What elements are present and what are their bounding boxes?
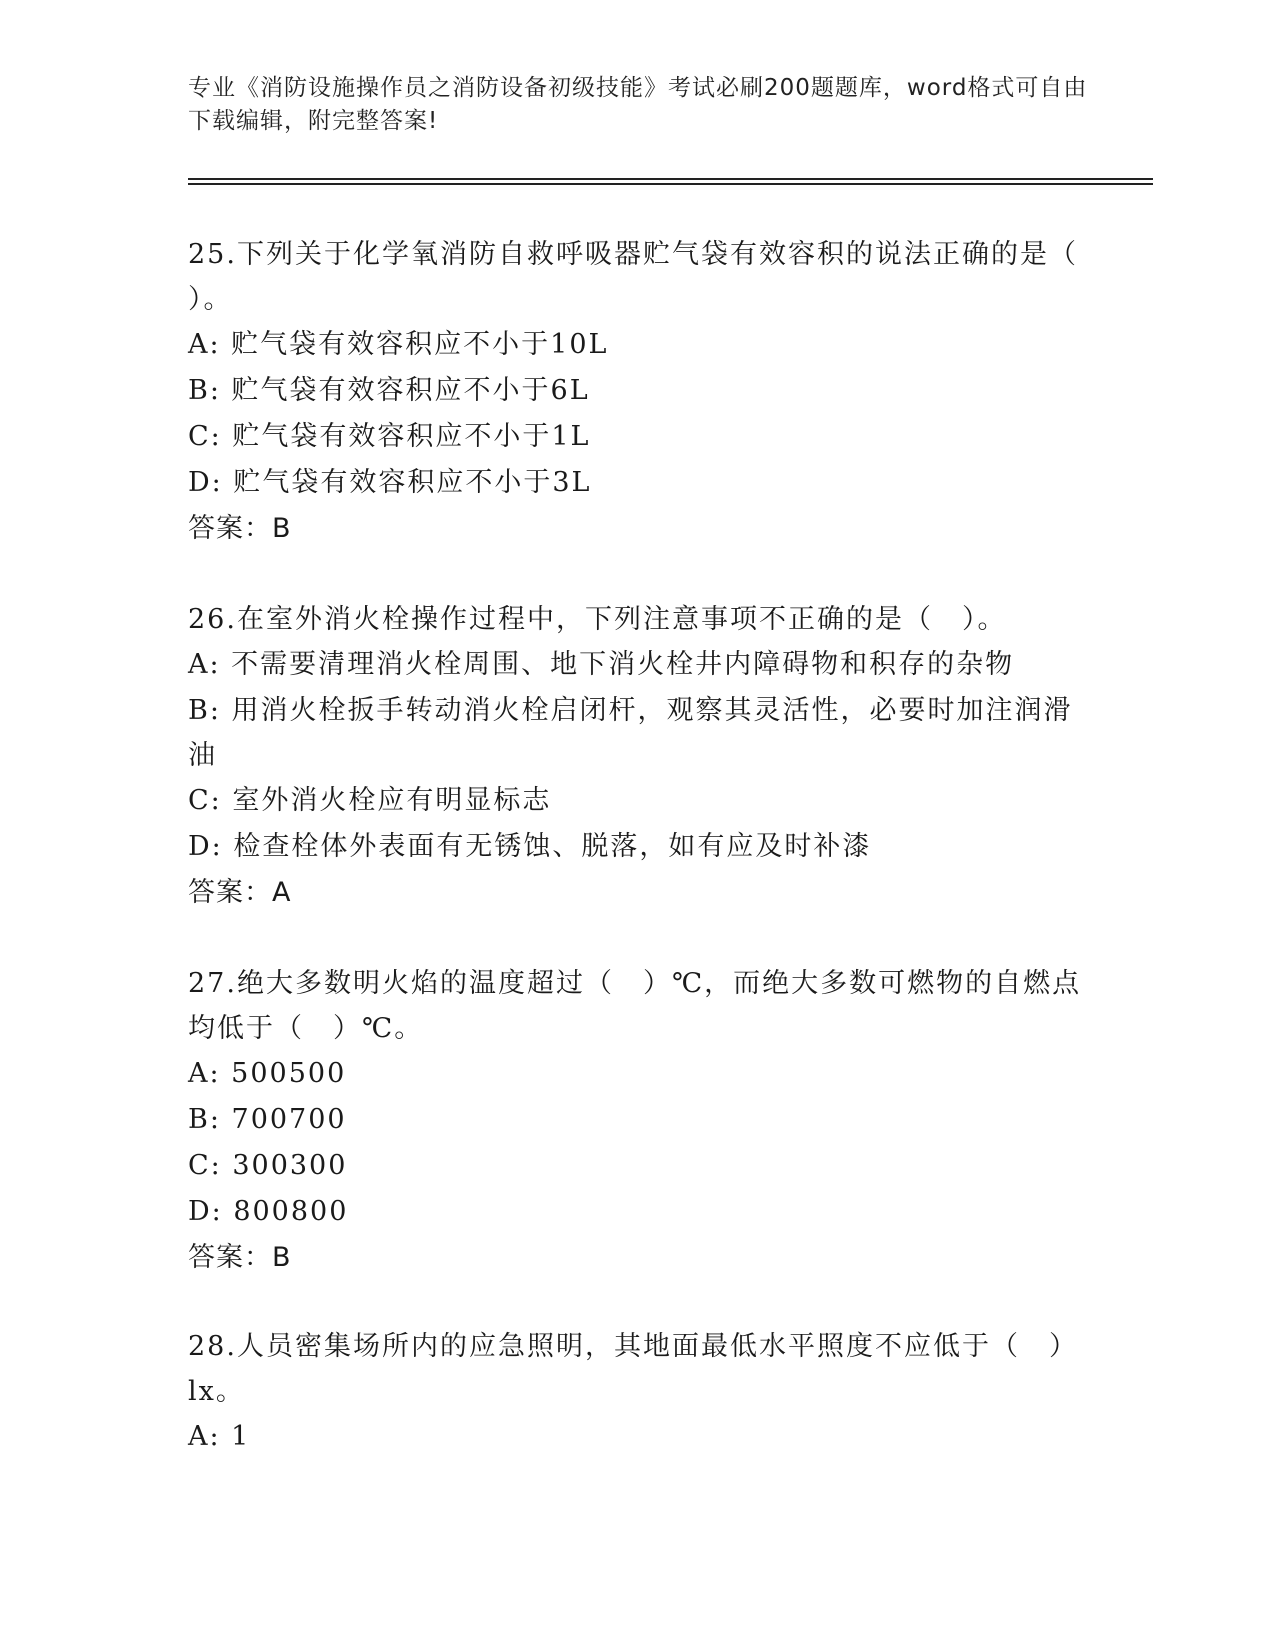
header-divider-bottom: [188, 183, 1153, 185]
question-stem: 26.在室外消火栓操作过程中，下列注意事项不正确的是（ ）。: [188, 604, 1007, 635]
option-b: B: 700700: [188, 1104, 347, 1135]
option-a: A: 1: [188, 1421, 251, 1452]
header-divider-top: [188, 178, 1153, 180]
question-26: [188, 597, 1088, 915]
document-intro: 专业《消防设施操作员之消防设备初级技能》考试必刷200题题库，word格式可自由下载编辑，附完整答案!: [188, 75, 1088, 134]
answer: 答案：B: [188, 1242, 292, 1273]
option-c: C: 贮气袋有效容积应不小于1L: [188, 421, 591, 452]
answer: 答案：A: [188, 877, 292, 908]
question-stem: 25.下列关于化学氧消防自救呼吸器贮气袋有效容积的说法正确的是（ ）。: [188, 239, 1078, 315]
option-c: C: 室外消火栓应有明显标志: [188, 785, 552, 816]
question-stem: 28.人员密集场所内的应急照明，其地面最低水平照度不应低于（ ）lx。: [188, 1331, 1078, 1407]
option-d: D: 检查栓体外表面有无锈蚀、脱落，如有应及时补漆: [188, 831, 872, 862]
question-25: [188, 232, 1088, 551]
option-a: A: 不需要清理消火栓周围、地下消火栓井内障碍物和积存的杂物: [188, 649, 1015, 680]
question-27: [188, 961, 1088, 1280]
option-d: D: 800800: [188, 1196, 349, 1227]
option-b: B: 用消火栓扳手转动消火栓启闭杆，观察其灵活性，必要时加注润滑油: [188, 695, 1073, 771]
question-28: [188, 1324, 1088, 1460]
answer: 答案：B: [188, 513, 292, 544]
question-stem: 27.绝大多数明火焰的温度超过（ ）℃，而绝大多数可燃物的自燃点均低于（ ）℃。: [188, 968, 1082, 1044]
option-a: A: 贮气袋有效容积应不小于10L: [188, 329, 609, 360]
option-b: B: 贮气袋有效容积应不小于6L: [188, 375, 590, 406]
option-a: A: 500500: [188, 1058, 347, 1089]
option-c: C: 300300: [188, 1150, 348, 1181]
option-d: D: 贮气袋有效容积应不小于3L: [188, 467, 592, 498]
